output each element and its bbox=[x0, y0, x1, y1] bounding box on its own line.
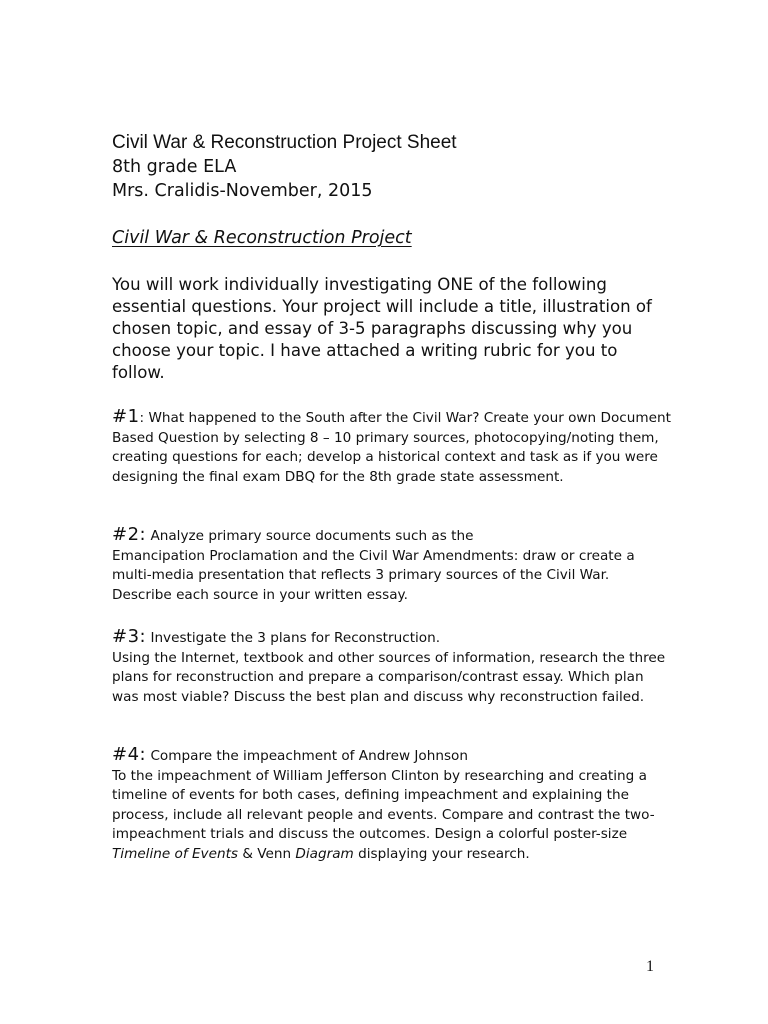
question-4-timeline-term: Timeline of Events bbox=[112, 845, 238, 862]
question-4-number: #4: bbox=[112, 744, 147, 765]
question-1-number: #1 bbox=[112, 406, 140, 427]
question-2-number: #2: bbox=[112, 524, 147, 545]
sheet-title: Civil War & Reconstruction Project Sheet bbox=[112, 132, 457, 153]
question-3-lead: Investigate the 3 plans for Reconstruction. bbox=[150, 630, 441, 646]
question-4-connector: & Venn bbox=[238, 845, 296, 862]
question-3 bbox=[112, 627, 672, 707]
question-2-text: Emancipation Proclamation and the Civil War Amendments: draw or create a multi-media presentation that reflects 3 primary sources of the Civil War. Describe each source in your written essay. bbox=[112, 547, 635, 603]
intro-paragraph: You will work individually investigating ONE of the following essential questions. Your project will include a title, illustration of chosen topic, and essay of 3-5 paragraphs discussing why you choose your topic. I have attached a writing rubric for you to follow. bbox=[112, 275, 652, 382]
question-3-number: #3: bbox=[112, 626, 147, 647]
question-1 bbox=[112, 407, 672, 487]
question-2-lead: Analyze primary source documents such as the bbox=[150, 528, 474, 544]
question-4-diagram-term: Diagram bbox=[295, 845, 354, 862]
page-number: 1 bbox=[646, 958, 654, 975]
question-2 bbox=[112, 525, 672, 605]
question-1-colon: : bbox=[139, 410, 149, 426]
question-3-text: Using the Internet, textbook and other sources of information, research the three plans for reconstruction and prepare a comparison/contrast essay. Which plan was most viable? Discuss the best plan and discuss why reconstruction failed. bbox=[112, 649, 666, 705]
grade-label: 8th grade ELA bbox=[112, 157, 237, 177]
question-4 bbox=[112, 745, 672, 865]
header-block bbox=[112, 131, 672, 203]
question-4-ending: displaying your research. bbox=[353, 845, 530, 862]
question-1-text: What happened to the South after the Civil War? Create your own Document Based Question by selecting 8 – 10 primary sources, photocopying/noting them, creating questions for each; develop a historical context and task as if you were designing the final exam DBQ for the 8th grade state assessment. bbox=[112, 410, 671, 485]
project-title: Civil War & Reconstruction Project bbox=[112, 228, 412, 248]
question-4-lead: Compare the impeachment of Andrew Johnson bbox=[150, 748, 468, 764]
question-4-text: To the impeachment of William Jefferson Clinton by researching and creating a timeline of events for both cases, defining impeachment and explaining the process, include all relevant people and events. Compare and contrast the two-impeachment trials and discuss the outcomes. Design a colorful poster-size bbox=[112, 767, 655, 843]
teacher-date: Mrs. Cralidis-November, 2015 bbox=[112, 181, 373, 201]
